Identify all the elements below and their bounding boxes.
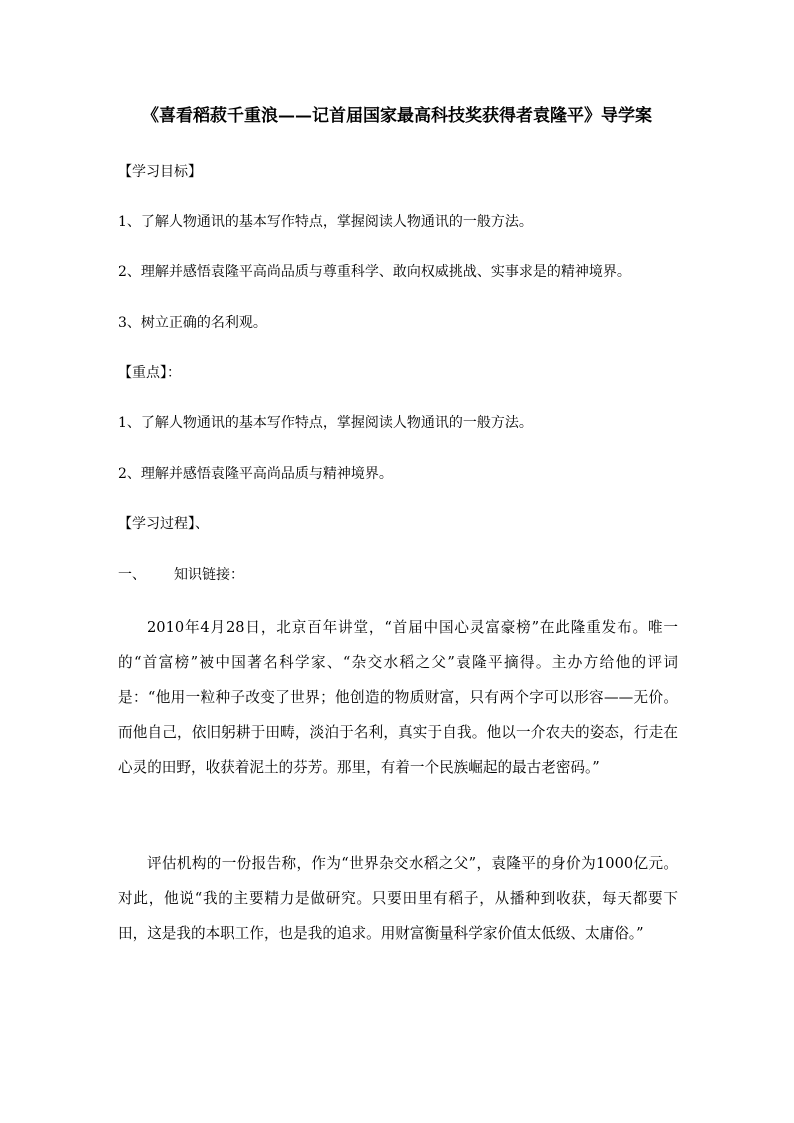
process-heading: 【学习过程】、 — [118, 516, 209, 532]
section-heading — [118, 565, 244, 585]
paragraph-1: 2010年4月28日，北京百年讲堂，“首届中国心灵富豪榜”在此隆重发布。唯一的“首富榜”被中国著名科学家、“杂交水稻之父”袁隆平摘得。主办方给他的评词是：“他用一粒种子改变了世界；他创造的物质财富，只有两个字可以形容——无价。而他自己，依旧躬耕于田畴，淡泊于名利，真实于自我。他以一介农夫的姿态，行走在心灵的田野，收获着泥土的芬芳。那里，有着一个民族崛起的最古老密码。” — [118, 619, 678, 776]
key-points-heading: 【重点】： — [118, 365, 181, 381]
paragraph-2: 评估机构的一份报告称，作为“世界杂交水稻之父”，袁隆平的身价为1000亿元。对此，他说“我的主要精力是做研究。只要田里有稻子，从播种到收获，每天都要下田，这是我的本职工作，也是我的追求。用财富衡量科学家价值太低级、太庸俗。” — [118, 855, 678, 942]
objective-item-3: 3、树立正确的名利观。 — [118, 315, 267, 331]
section-marker: 一、 — [118, 567, 146, 583]
document-title: 《喜看稻菽千重浪——记首届国家最高科技奖获得者袁隆平》导学案 — [142, 106, 652, 126]
objective-item-2: 2、理解并感悟袁隆平高尚品质与尊重科学、敢向权威挑战、实事求是的精神境界。 — [118, 264, 631, 280]
key-point-item-2: 2、理解并感悟袁隆平高尚品质与精神境界。 — [118, 466, 393, 482]
objective-item-1: 1、了解人物通讯的基本写作特点，掌握阅读人物通讯的一般方法。 — [118, 214, 533, 230]
key-point-item-1: 1、了解人物通讯的基本写作特点，掌握阅读人物通讯的一般方法。 — [118, 415, 533, 431]
section-title: 知识链接： — [174, 567, 244, 583]
objectives-heading: 【学习目标】 — [118, 164, 202, 180]
